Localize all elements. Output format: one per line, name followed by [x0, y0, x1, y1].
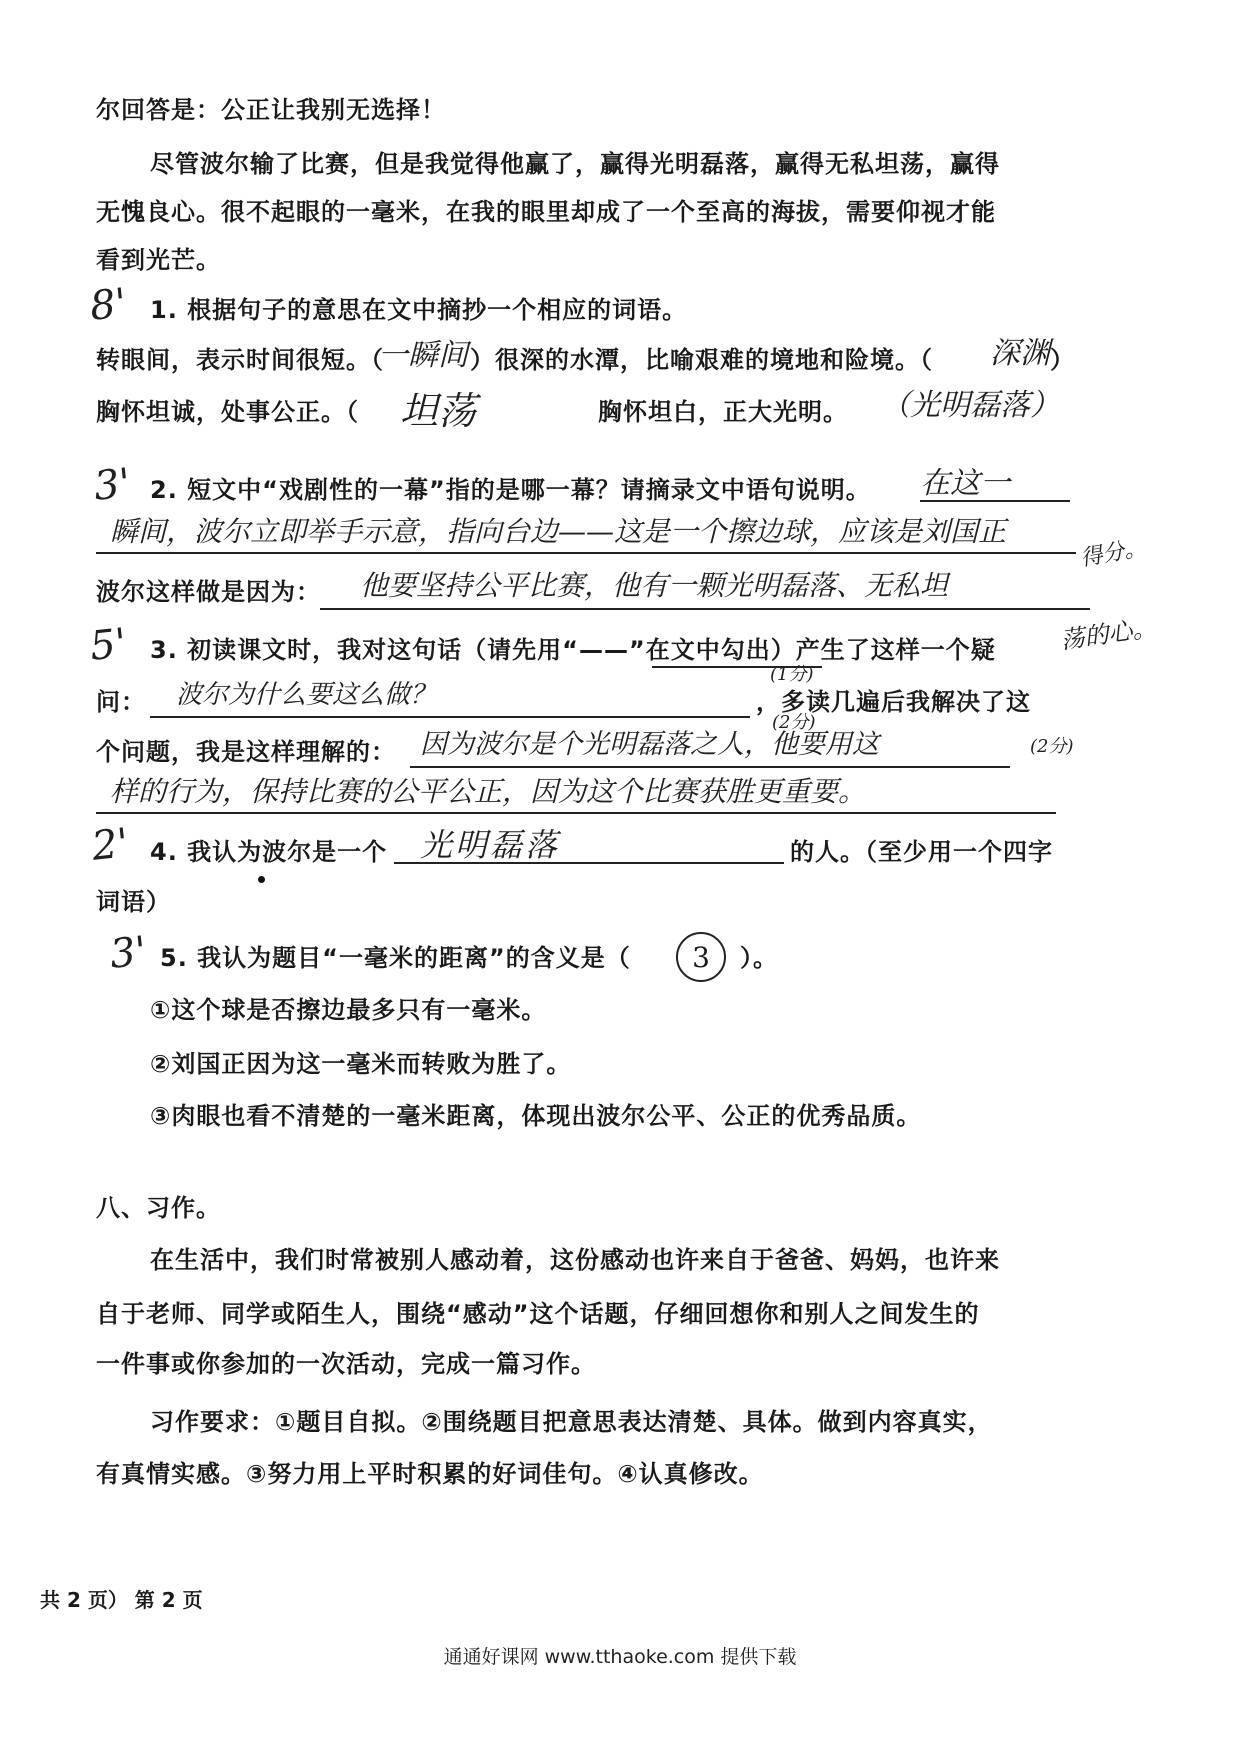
answer-underline: [410, 766, 1010, 768]
ink-dot: [258, 876, 265, 883]
q1-item-c: 胸怀坦诚，处事公正。（: [96, 398, 359, 426]
q5-answer: 3: [692, 940, 710, 974]
q3-prompt-a: 3. 初读课文时，我对这句话（请先用“——”在文中勾出）产生了这样一个疑: [150, 636, 996, 664]
q2-reason-label: 波尔这样做是因为：: [96, 578, 321, 606]
q3-answer-u2: 样的行为，保持比赛的公平公正，因为这个比赛获胜更重要。: [110, 775, 867, 808]
q2-reason-answer: 他要坚持公平比赛，他有一颗光明磊落、无私坦: [360, 569, 949, 602]
passage-line: 尽管波尔输了比赛，但是我觉得他赢了，赢得光明磊落，赢得无私坦荡，赢得: [150, 150, 1000, 178]
q4-score: 2': [89, 820, 131, 870]
page-number: 共 2 页） 第 2 页: [40, 1588, 203, 1612]
q3-score: 5': [87, 620, 129, 670]
requirements: 有真情实感。③努力用上平时积累的好词佳句。④认真修改。: [96, 1460, 764, 1488]
watermark-text: 通通好课网 www.tthaoke.com 提供下载: [443, 1646, 797, 1668]
q5-option: ②刘国正因为这一毫米而转败为胜了。: [150, 1050, 572, 1078]
q1-answer-b: 深渊: [990, 336, 1050, 371]
q1-answer-a: 一瞬间: [378, 338, 468, 373]
answer-underline: [150, 716, 750, 718]
q2-answer-2b: 得分。: [1078, 535, 1149, 572]
q4-answer: 光明磊落: [420, 826, 561, 864]
requirements: 习作要求：①题目自拟。②围绕题目把意思表达清楚、具体。做到内容真实，: [150, 1408, 993, 1436]
q3-mark-2: (2分): [772, 712, 816, 733]
section-title: 八、习作。: [96, 1194, 221, 1222]
section-paragraph: 在生活中，我们时常被别人感动着，这份感动也许来自于爸爸、妈妈，也许来: [150, 1246, 1000, 1274]
answer-underline: [96, 812, 1056, 814]
q3-label-q: 问：: [96, 688, 146, 716]
section-paragraph: 自于老师、同学或陌生人，围绕“感动”这个话题，仔细回想你和别人之间发生的: [96, 1300, 980, 1328]
answer-underline: [320, 608, 1090, 610]
q5-prompt-b: ）。: [740, 944, 778, 972]
q3-mark-3: (2分): [1030, 736, 1074, 757]
q5-option: ③肉眼也看不清楚的一毫米距离，体现出波尔公平、公正的优秀品质。: [150, 1102, 922, 1130]
q4-prompt-c: 词语）: [96, 888, 171, 916]
passage-line: 看到光芒。: [96, 246, 221, 274]
q3-mark-1: (1分): [770, 664, 814, 685]
q1-item-d: 胸怀坦白，正大光明。: [598, 398, 848, 426]
q1-prompt: 1. 根据句子的意思在文中摘抄一个相应的词语。: [150, 296, 688, 324]
q1-item-b-close: ）: [1050, 346, 1075, 374]
q5-option: ①这个球是否擦边最多只有一毫米。: [150, 996, 547, 1024]
q5-answer-circle: [676, 932, 726, 982]
q4-prompt-b: 的人。（至少用一个四字: [790, 838, 1053, 866]
q3-answer-q: 波尔为什么要这么做？: [176, 680, 437, 710]
q1-answer-d: （光明磊落）: [880, 388, 1060, 423]
q1-score: 8': [87, 280, 129, 330]
q4-prompt-a: 4. 我认为波尔是一个: [150, 838, 388, 866]
q1-item-a: 转眼间，表示时间很短。（: [96, 346, 384, 374]
q3-prompt-b: ，多读几遍后我解决了这: [756, 688, 1031, 716]
passage-line: 尔回答是：公正让我别无选择！: [96, 96, 446, 124]
q2-reason-answer-b: 荡的心。: [1058, 613, 1158, 655]
q2-answer-1: 在这一: [920, 466, 1010, 501]
q2-prompt: 2. 短文中“戏剧性的一幕”指的是哪一幕？请摘录文中语句说明。: [150, 476, 871, 504]
q3-answer-u1: 因为波尔是个光明磊落之人，他要用这: [420, 729, 879, 760]
q2-score: 3': [91, 460, 133, 510]
q5-prompt-a: 5. 我认为题目“一毫米的距离”的含义是（: [160, 944, 631, 972]
q1-item-b: ）很深的水潭，比喻艰难的境地和险境。（: [470, 346, 933, 374]
answer-underline: [920, 500, 1070, 502]
section-paragraph: 一件事或你参加的一次活动，完成一篇习作。: [96, 1350, 596, 1378]
q3-label-u: 个问题，我是这样理解的：: [96, 738, 396, 766]
q2-answer-2: 瞬间，波尔立即举手示意，指向台边——这是一个擦边球，应该是刘国正: [110, 515, 1007, 548]
answer-underline: [394, 862, 784, 864]
answer-underline: [96, 552, 1076, 554]
q1-answer-c: 坦荡: [400, 389, 477, 433]
q5-score: 3': [107, 928, 149, 978]
passage-line: 无愧良心。很不起眼的一毫米，在我的眼里却成了一个至高的海拔，需要仰视才能: [96, 198, 996, 226]
